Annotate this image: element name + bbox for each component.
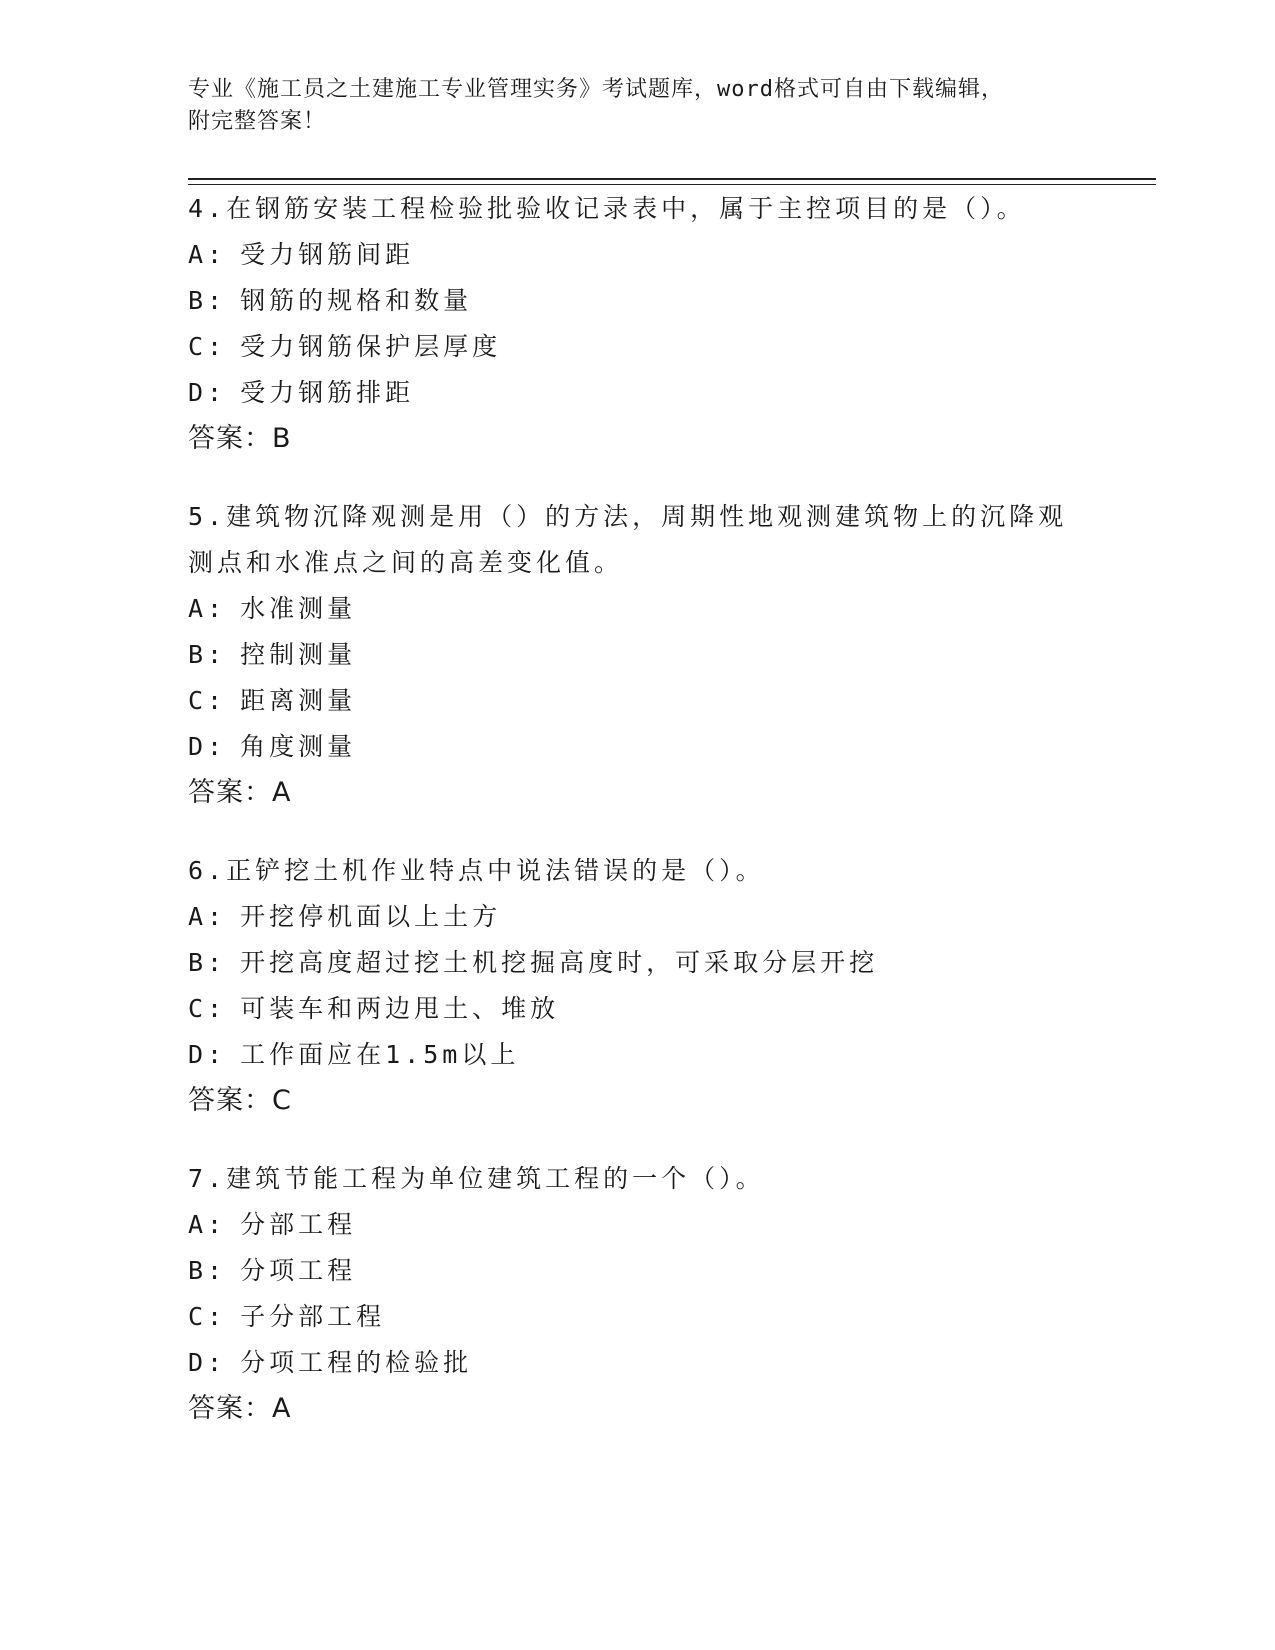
option-letter: B: xyxy=(188,948,227,977)
option-text: 受力钢筋保护层厚度 xyxy=(240,332,502,361)
option-a xyxy=(188,232,1088,278)
option-text: 分部工程 xyxy=(240,1210,357,1239)
option-text: 水准测量 xyxy=(240,594,357,623)
option-letter: C: xyxy=(188,1302,227,1331)
option-c xyxy=(188,1294,1088,1340)
answer-line: 答案：A xyxy=(188,777,292,808)
option-letter: B: xyxy=(188,640,227,669)
option-letter: D: xyxy=(188,378,227,407)
option-d xyxy=(188,370,1088,416)
option-letter: C: xyxy=(188,332,227,361)
option-letter: A: xyxy=(188,594,227,623)
option-d xyxy=(188,724,1088,770)
answer-line: 答案：B xyxy=(188,423,292,454)
option-letter: C: xyxy=(188,994,227,1023)
option-text: 开挖高度超过挖土机挖掘高度时，可采取分层开挖 xyxy=(240,948,879,977)
header-line-2: 附完整答案！ xyxy=(188,109,327,134)
header-line-1: 专业《施工员之土建施工专业管理实务》考试题库，word格式可自由下载编辑， xyxy=(188,77,1004,102)
option-c xyxy=(188,678,1088,724)
answer-line: 答案：C xyxy=(188,1085,292,1116)
option-letter: B: xyxy=(188,1256,227,1285)
option-text: 钢筋的规格和数量 xyxy=(240,286,473,315)
option-text: 子分部工程 xyxy=(240,1302,386,1331)
option-b xyxy=(188,940,1088,986)
header-divider-thick xyxy=(188,178,1156,180)
option-text: 可装车和两边甩土、堆放 xyxy=(240,994,560,1023)
option-letter: B: xyxy=(188,286,227,315)
option-letter: A: xyxy=(188,902,227,931)
option-letter: A: xyxy=(188,240,227,269)
document-header xyxy=(188,74,1088,138)
question-stem-line-2: 测点和水准点之间的高差变化值。 xyxy=(188,548,624,577)
option-letter: D: xyxy=(188,732,227,761)
question-5 xyxy=(188,494,1088,816)
option-text: 角度测量 xyxy=(240,732,357,761)
option-letter: A: xyxy=(188,1210,227,1239)
question-stem: 4.在钢筋安装工程检验批验收记录表中，属于主控项目的是（）。 xyxy=(188,194,1026,223)
option-a xyxy=(188,894,1088,940)
option-c xyxy=(188,324,1088,370)
question-stem: 7.建筑节能工程为单位建筑工程的一个（）。 xyxy=(188,1164,765,1193)
option-b xyxy=(188,632,1088,678)
option-d xyxy=(188,1340,1088,1386)
option-a xyxy=(188,586,1088,632)
option-letter: C: xyxy=(188,686,227,715)
question-stem: 6.正铲挖土机作业特点中说法错误的是（）。 xyxy=(188,856,765,885)
option-b xyxy=(188,1248,1088,1294)
option-d xyxy=(188,1032,1088,1078)
option-text: 受力钢筋排距 xyxy=(240,378,415,407)
option-c xyxy=(188,986,1088,1032)
option-text: 受力钢筋间距 xyxy=(240,240,415,269)
question-4 xyxy=(188,186,1088,462)
option-letter: D: xyxy=(188,1348,227,1377)
question-6 xyxy=(188,848,1088,1124)
question-stem-line-1: 5.建筑物沉降观测是用（）的方法，周期性地观测建筑物上的沉降观 xyxy=(188,502,1068,531)
option-text: 分项工程 xyxy=(240,1256,357,1285)
question-7 xyxy=(188,1156,1088,1432)
answer-line: 答案：A xyxy=(188,1393,292,1424)
option-text: 工作面应在1.5m以上 xyxy=(240,1040,520,1069)
option-b xyxy=(188,278,1088,324)
option-text: 开挖停机面以上土方 xyxy=(240,902,502,931)
option-text: 控制测量 xyxy=(240,640,357,669)
option-letter: D: xyxy=(188,1040,227,1069)
header-divider-thin xyxy=(188,184,1156,185)
option-a xyxy=(188,1202,1088,1248)
option-text: 分项工程的检验批 xyxy=(240,1348,473,1377)
option-text: 距离测量 xyxy=(240,686,357,715)
